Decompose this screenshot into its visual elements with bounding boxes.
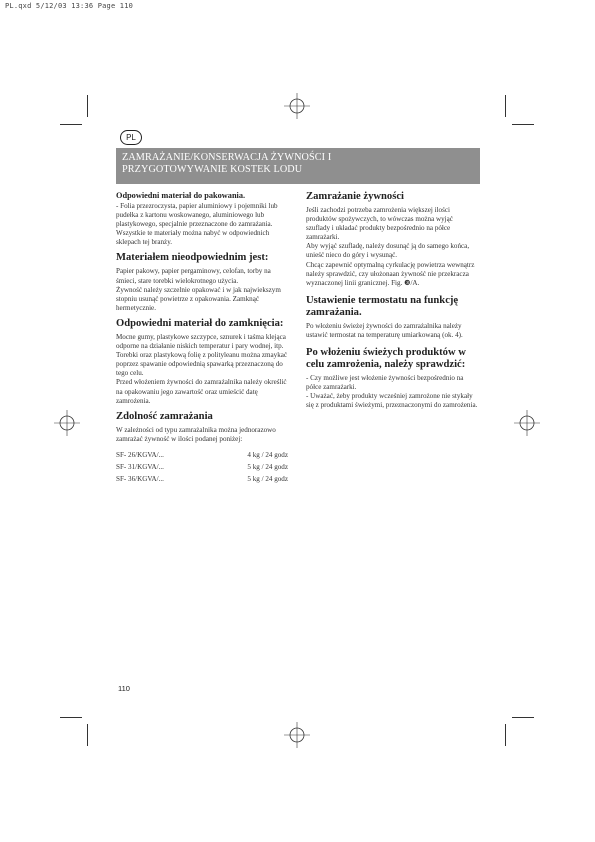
paragraph: - Czy możliwe jest włożenie żywności bezpośrednio na półce zamrażarki. — [306, 374, 464, 392]
left-column — [116, 191, 288, 485]
section-heading: Odpowiedni materiał do pakowania. — [116, 191, 246, 200]
section-banner — [116, 148, 480, 184]
spec-row — [116, 473, 288, 485]
section-heading: Po włożeniu świeżych produktów w celu zamrożenia, należy sprawdzić: — [306, 347, 466, 371]
crop-mark — [87, 724, 88, 746]
paragraph: Wszystkie te materiały można nabyć w odpowiednich sklepach tej branży. — [116, 229, 270, 247]
registration-mark-icon — [54, 410, 80, 436]
banner-title-line1: ZAMRAŻANIE/KONSERWACJA ŻYWNOŚCI I — [122, 152, 332, 163]
paragraph: Żywność należy szczelnie opakować i w jak najwiekszym stopniu usunąć powietrze z opakowania. Zamknąć hermetycznie. — [116, 285, 281, 312]
section-heading: Ustawienie termostatu na funkcję zamrażania. — [306, 294, 459, 318]
paragraph: Po włożeniu świeżej żywności do zamrażalnika należy ustawić termostat na temperaturę umiarkowaną (ok. 4). — [306, 321, 463, 339]
crop-mark — [505, 95, 506, 117]
paragraph: Jeśli zachodzi potrzeba zamrożenia większej ilości produktów spożywczych, to wówczas można wyjąć szuflady i układać produkty bezpośrednio na półce zamrażarki. — [306, 206, 453, 242]
paragraph: Aby wyjąć szufladę, należy dosunąć ją do samego końca, unieść nieco do góry i wysunąć. — [306, 242, 470, 260]
paragraph: - Uważać, żeby produkty wcześniej zamrożone nie stykały się z produktami świeżymi, przeznaczonymi do zamrożenia. — [306, 392, 478, 410]
section-heading: Zdolność zamrażania — [116, 410, 213, 422]
banner-title-line2: PRZYGOTOWYWANIE KOSTEK LODU — [122, 163, 303, 175]
spec-capacity: 5 kg / 24 godz — [247, 475, 288, 484]
registration-mark-icon — [514, 410, 540, 436]
crop-mark — [512, 124, 534, 125]
language-badge: PL — [120, 130, 142, 145]
crop-mark — [512, 717, 534, 718]
spec-model: SF- 36/KGVA/... — [116, 475, 164, 484]
crop-mark — [505, 724, 506, 746]
section-heading: Odpowiedni materiał do zamknięcia: — [116, 317, 284, 329]
spec-row — [116, 449, 288, 461]
paragraph: - Folia przezroczysta, papier aluminiowy i pojemniki lub pudełka z kartonu woskowanego, aluminiowego lub plastykowego, specjalnie przeznaczone do zamrażania. — [116, 202, 278, 229]
crop-mark — [87, 95, 88, 117]
page-number: 110 — [118, 684, 130, 693]
section-heading: Zamrażanie żywności — [306, 191, 404, 202]
paragraph: Przed włożeniem żywności do zamrażalnika należy określić na opakowaniu jego zawartość oraz umieścić datę zamrożenia. — [116, 378, 287, 405]
paragraph: Mocne gumy, plastykowe szczypce, sznurek i taśma klejąca odporne na działanie niskich temperatur i pary wodnej, itp. — [116, 332, 286, 351]
spec-row — [116, 461, 288, 473]
spec-capacity: 4 kg / 24 godz — [247, 450, 288, 459]
paragraph: W zależności od typu zamrażalnika można jednorazowo zamrażać żywność w ilości podanej poniżej: — [116, 425, 276, 443]
spec-capacity: 5 kg / 24 godz — [247, 463, 288, 472]
spec-model: SF- 31/KGVA/... — [116, 463, 164, 472]
section-heading: Materiałem nieodpowiednim jest: — [116, 252, 269, 264]
registration-mark-icon — [284, 93, 310, 119]
paragraph: Torebki oraz plastykową folię z polityleanu można zmaykać poprzez spawanie odpowiednią spawarką przeznaczoną do tego celu. — [116, 351, 288, 378]
crop-mark — [60, 717, 82, 718]
paragraph: Chcąc zapewnić optymalną cyrkulację powietrza wewnątrz należy sprawdzić, czy ułożonaan żywność nie przekracza wyznaczonej linii granicznej. Fig. ❸/A. — [306, 260, 475, 287]
print-slug: PL.qxd 5/12/03 13:36 Page 110 — [5, 2, 134, 10]
registration-mark-icon — [284, 722, 310, 748]
paragraph: Papier pakowy, papier pergaminowy, celofan, torby na śmieci, stare torebki wielokrotnego użycia. — [116, 267, 271, 285]
right-column — [306, 191, 478, 410]
crop-mark — [60, 124, 82, 125]
spec-model: SF- 26/KGVA/... — [116, 450, 164, 459]
